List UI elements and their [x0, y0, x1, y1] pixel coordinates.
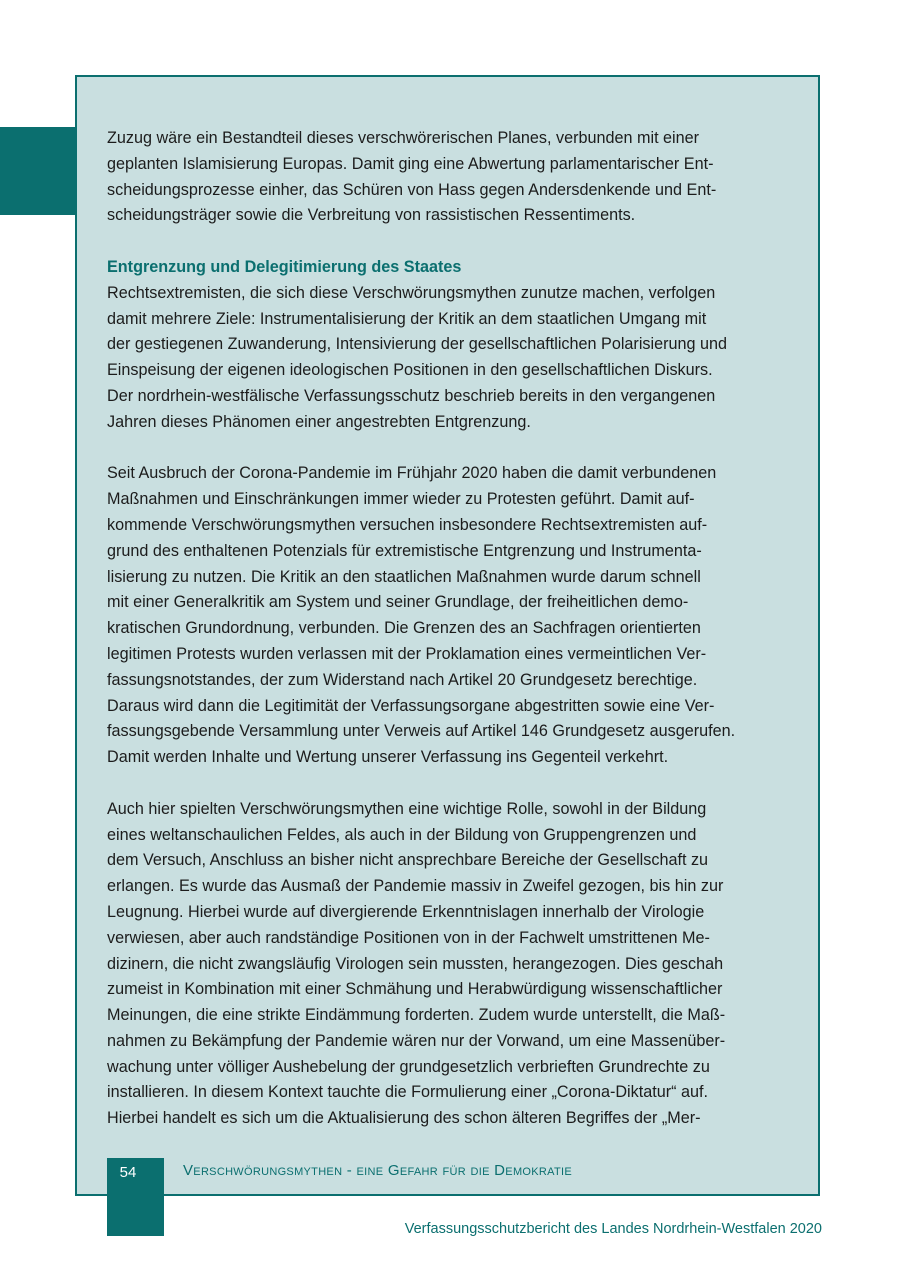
chapter-title: Verschwörungsmythen - eine Gefahr für die Demokratie: [183, 1162, 572, 1179]
body-text: [107, 126, 797, 1158]
paragraph: Zuzug wäre ein Bestandteil dieses verschwörerischen Planes, verbunden mit einer geplanten Islamisierung Europas. Damit ging eine Abwertung parlamentarischer Ent- scheidungsprozesse einher, das Schüren von Hass gegen Andersdenkende und Ent- scheidungsträger sowie die Verbreitung von rassistischen Ressentiments.: [107, 129, 717, 225]
paragraph: Auch hier spielten Verschwörungsmythen eine wichtige Rolle, sowohl in der Bildung eines weltanschaulichen Feldes, als auch in der Bildung von Gruppengrenzen und dem Versuch, Anschluss an bisher nicht ansprechbare Bereiche der Gesellschaft zu erlangen. Es wurde das Ausmaß der Pandemie massiv in Zweifel gezogen, bis hin zur Leugnung. Hierbei wurde auf divergierende Erkenntnislagen innerhalb der Virologie verwiesen, aber auch randständige Positionen von in der Fachwelt umstrittenen Me- dizinern, die nicht zwangsläufig Virologen sein mussten, herangezogen. Dies geschah zumeist in Kombination mit einer Schmähung und Herabwürdigung wissenschaftlicher Meinungen, die eine strikte Eindämmung forderten. Zudem wurde unterstellt, die Maß- nahmen zu Bekämpfung der Pandemie wären nur der Vorwand, um eine Massenüber- wachung unter völliger Aushebelung der grundgesetzlich verbrieften Grundrechte zu installieren. In diesem Kontext tauchte die Formulierung einer „Corona-Diktatur“ auf. Hierbei handelt es sich um die Aktualisierung des schon älteren Begriffes der „Mer-: [107, 799, 726, 1128]
page-number-block: [107, 1158, 164, 1236]
page-number: 54: [119, 1164, 137, 1181]
section-heading: Entgrenzung und Delegitimierung des Staates: [107, 257, 462, 276]
paragraph: Seit Ausbruch der Corona-Pandemie im Frühjahr 2020 haben die damit verbundenen Maßnahmen und Einschränkungen immer wieder zu Protesten geführt. Damit auf- kommende Verschwörungsmythen versuchen insbesondere Rechtsextremisten auf- grund des enthaltenen Potenzials für extremistische Entgrenzung und Instrumenta- lisierung zu nutzen. Die Kritik an den staatlichen Maßnahmen wurde darum schnell mit einer Generalkritik am System und seiner Grundlage, der freiheitlichen demo- kratischen Grundordnung, verbunden. Die Grenzen des an Sachfragen orientierten legitimen Protests wurden verlassen mit der Proklamation eines vermeintlichen Ver- fassungsnotstandes, der zum Widerstand nach Artikel 20 Grundgesetz berechtige. Daraus wird dann die Legitimität der Verfassungsorgane abgestritten sowie eine Ver- fassungsgebende Versammlung unter Verweis auf Artikel 146 Grundgesetz ausgerufen. Damit werden Inhalte und Wertung unserer Verfassung ins Gegenteil verkehrt.: [107, 464, 736, 767]
report-title: Verfassungsschutzbericht des Landes Nordrhein-Westfalen 2020: [404, 1221, 822, 1237]
paragraph: Rechtsextremisten, die sich diese Verschwörungsmythen zunutze machen, verfolgen damit mehrere Ziele: Instrumentalisierung der Kritik an dem staatlichen Umgang mit der gestiegenen Zuwanderung, Intensivierung der gesellschaftlichen Polarisierung und Einspeisung der eigenen ideologischen Positionen in den gesellschaftlichen Diskurs. Der nordrhein-westfälische Verfassungsschutz beschrieb bereits in den vergangenen Jahren dieses Phänomen einer angestrebten Entgrenzung.: [107, 283, 728, 431]
side-tab-marker: [0, 127, 76, 215]
